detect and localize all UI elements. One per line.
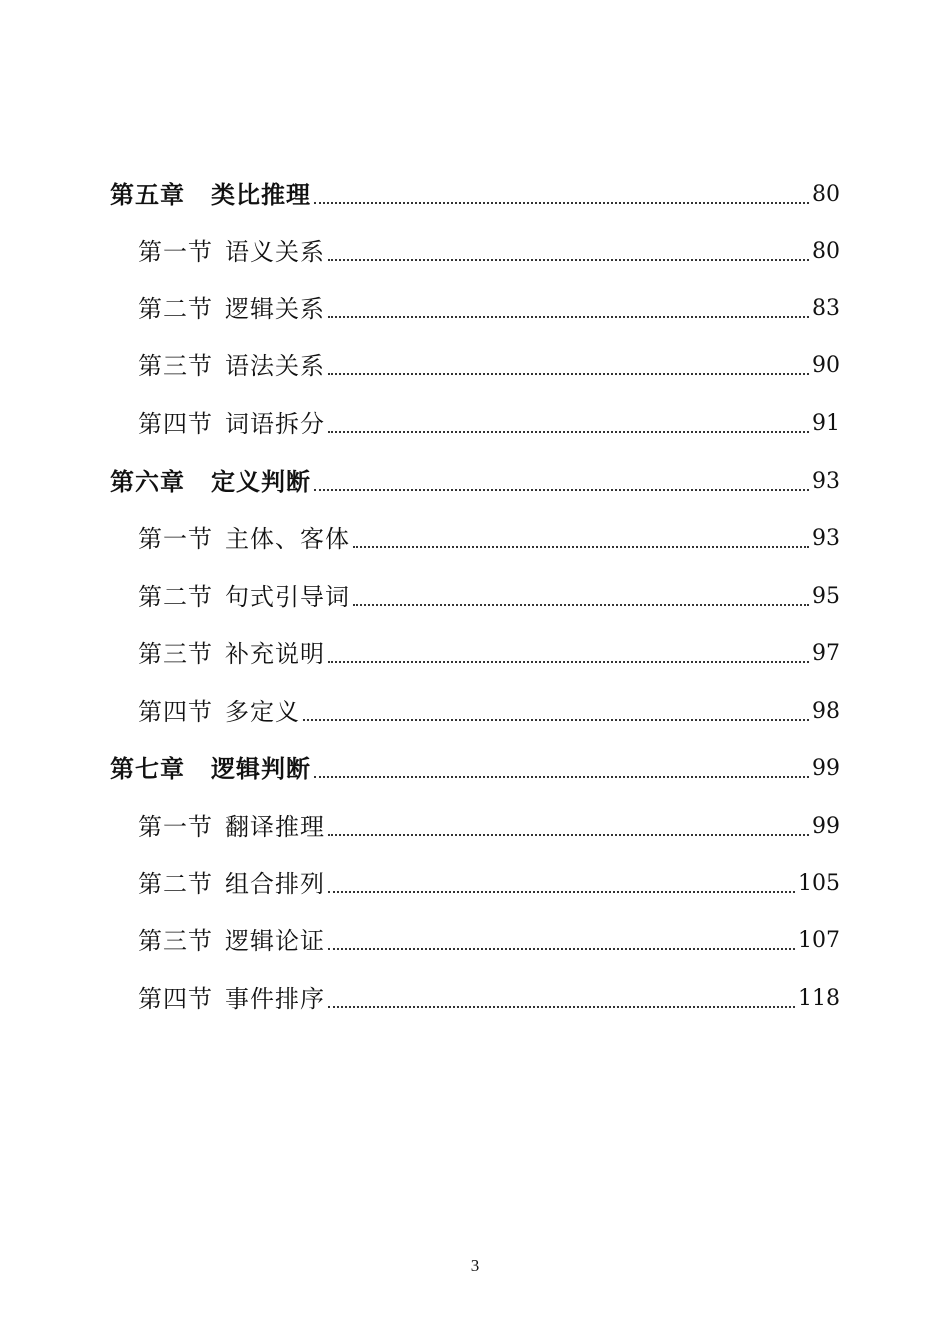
toc-entry-title	[0, 984, 325, 1014]
toc-entry-section[interactable]	[0, 227, 950, 267]
toc-entry-title	[0, 812, 325, 842]
toc-entry-text: 逻辑判断	[211, 754, 311, 783]
toc-entry-page: 99	[812, 756, 840, 781]
toc-entry-title	[0, 926, 325, 956]
toc-entry-text: 词语拆分	[225, 410, 325, 438]
toc-entry-page: 99	[812, 814, 840, 839]
dot-leader	[328, 885, 795, 893]
toc-entry-title	[0, 639, 325, 669]
toc-entry-text: 多定义	[225, 698, 300, 726]
toc-entry-text: 翻译推理	[225, 813, 325, 841]
page-number: 3	[470, 1256, 480, 1275]
toc-entry-text: 补充说明	[225, 640, 325, 668]
dot-leader	[353, 598, 809, 606]
toc-entry-page: 90	[812, 353, 840, 378]
toc-entry-number: 第一节	[138, 525, 213, 553]
toc-entry-number: 第三节	[138, 352, 213, 380]
dot-leader	[328, 655, 809, 663]
toc-entry-title	[0, 294, 325, 324]
toc-entry-text: 类比推理	[211, 180, 311, 209]
toc-entry-page: 83	[812, 296, 840, 321]
dot-leader	[314, 483, 809, 491]
toc-entry-page: 107	[798, 928, 840, 953]
toc-entry-page: 95	[812, 584, 840, 609]
toc-entry-title	[0, 869, 325, 899]
toc-entry-chapter[interactable]	[0, 170, 950, 210]
dot-leader	[328, 828, 809, 836]
toc-entry-number: 第三节	[138, 640, 213, 668]
toc-entry-number: 第二节	[138, 295, 213, 323]
toc-entry-page: 118	[798, 986, 840, 1011]
toc-entry-title	[0, 582, 350, 612]
toc-entry-section[interactable]	[0, 514, 950, 554]
toc-entry-number: 第二节	[138, 583, 213, 611]
toc-entry-section[interactable]	[0, 284, 950, 324]
toc-entry-title	[0, 237, 325, 267]
toc-entry-page: 91	[812, 411, 840, 436]
dot-leader	[328, 1000, 795, 1008]
toc-entry-text: 主体、客体	[225, 525, 350, 553]
dot-leader	[328, 367, 809, 375]
toc-entry-chapter[interactable]	[0, 457, 950, 497]
toc-entry-page: 105	[798, 871, 840, 896]
dot-leader	[328, 253, 809, 261]
toc-entry-page: 97	[812, 641, 840, 666]
dot-leader	[328, 310, 809, 318]
dot-leader	[353, 540, 809, 548]
toc-entry-text: 定义判断	[211, 467, 311, 496]
toc-entry-section[interactable]	[0, 974, 950, 1014]
toc-entry-section[interactable]	[0, 859, 950, 899]
dot-leader	[328, 942, 795, 950]
toc-entry-section[interactable]	[0, 341, 950, 381]
toc-entry-title	[0, 409, 325, 439]
toc-entry-title	[0, 697, 300, 727]
toc-entry-section[interactable]	[0, 399, 950, 439]
toc-entry-title	[0, 754, 311, 784]
toc-entry-text: 语义关系	[225, 238, 325, 266]
dot-leader	[314, 196, 809, 204]
toc-entry-number: 第四节	[138, 698, 213, 726]
toc-entry-title	[0, 467, 311, 497]
toc-entry-page: 80	[812, 182, 840, 207]
toc-entry-section[interactable]	[0, 802, 950, 842]
dot-leader	[328, 425, 809, 433]
toc-entry-page: 93	[812, 526, 840, 551]
toc-entry-text: 逻辑关系	[225, 295, 325, 323]
toc-entry-page: 93	[812, 469, 840, 494]
toc-entry-text: 句式引导词	[225, 583, 350, 611]
toc-entry-number: 第一节	[138, 813, 213, 841]
toc-entry-text: 逻辑论证	[225, 927, 325, 955]
toc-entry-number: 第六章	[110, 467, 185, 496]
toc-entry-section[interactable]	[0, 572, 950, 612]
toc-entry-number: 第二节	[138, 870, 213, 898]
toc-entry-section[interactable]	[0, 916, 950, 956]
toc-entry-text: 事件排序	[225, 985, 325, 1013]
dot-leader	[303, 713, 809, 721]
dot-leader	[314, 770, 809, 778]
toc-entry-number: 第三节	[138, 927, 213, 955]
toc-entry-text: 语法关系	[225, 352, 325, 380]
toc-entry-number: 第四节	[138, 410, 213, 438]
toc-entry-page: 98	[812, 699, 840, 724]
toc-entry-section[interactable]	[0, 687, 950, 727]
toc-entry-number: 第五章	[110, 180, 185, 209]
toc-entry-page: 80	[812, 239, 840, 264]
toc-entry-title	[0, 524, 350, 554]
toc-entry-number: 第四节	[138, 985, 213, 1013]
toc-entry-text: 组合排列	[225, 870, 325, 898]
toc-entry-title	[0, 351, 325, 381]
toc-entry-number: 第七章	[110, 754, 185, 783]
toc-entry-title	[0, 180, 311, 210]
toc-entry-chapter[interactable]	[0, 744, 950, 784]
toc-entry-section[interactable]	[0, 629, 950, 669]
toc-entry-number: 第一节	[138, 238, 213, 266]
